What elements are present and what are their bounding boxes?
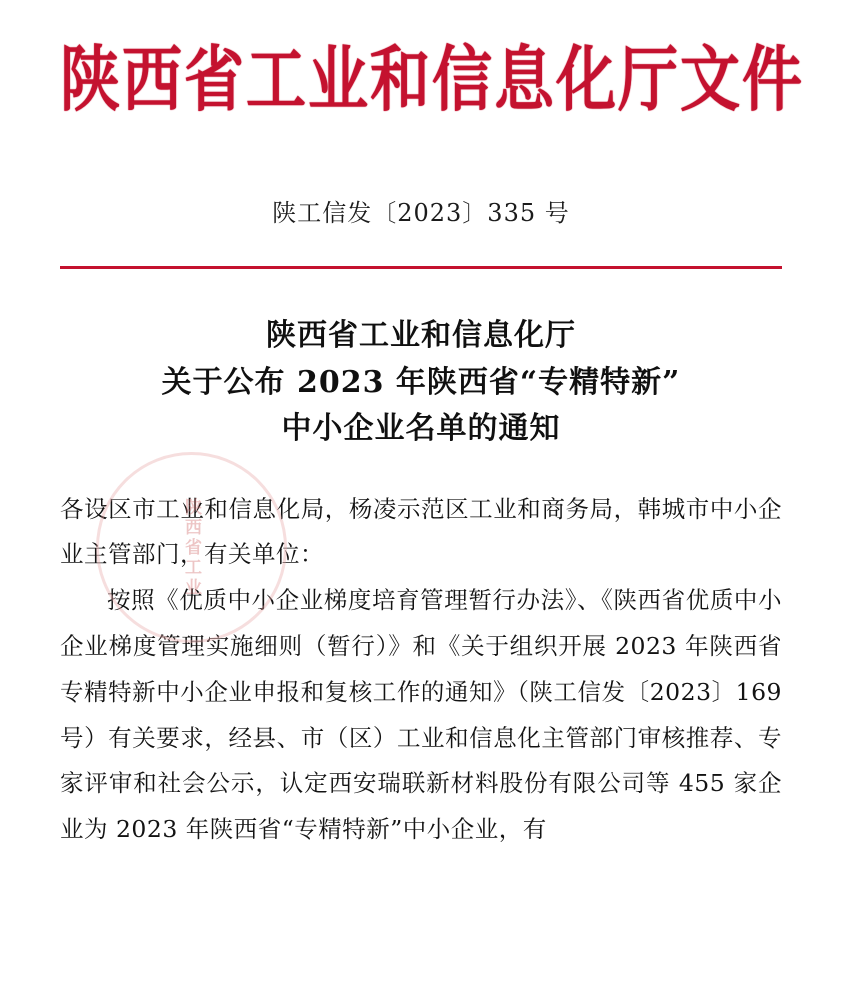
title-line-3: 中小企业名单的通知 <box>281 411 561 446</box>
recipients-paragraph: 各设区市工业和信息化局，杨凌示范区工业和商务局，韩城市中小企业主管部门，有关单位： <box>60 494 782 569</box>
red-divider <box>60 266 782 269</box>
document-title <box>60 313 782 453</box>
seal-text: 陕西省工业 <box>181 497 201 598</box>
document-body <box>60 487 782 854</box>
body-paragraph-1: 按照《优质中小企业梯度培育管理暂行办法》、《陕西省优质中小企业梯度管理实施细则（暂行）》和《关于组织开展 2023 年陕西省专精特新中小企业申报和复核工作的通知》（陕工信发〔2023〕169 号）有关要求，经县、市（区）工业和信息化主管部门审核推荐、专家评审和社会公示，认定西安瑞联新材料股份有限公司等 455 家企业为 2023 年陕西省“专精特新”中小企业，有 <box>60 586 782 844</box>
document-number: 陕工信发〔2023〕335 号 <box>272 199 570 227</box>
title-line-2: 关于公布 2023 年陕西省“专精特新” <box>161 364 681 400</box>
document-masthead: 陕西省工业和信息化厅文件 <box>60 38 804 122</box>
title-line-1: 陕西省工业和信息化厅 <box>266 318 576 353</box>
